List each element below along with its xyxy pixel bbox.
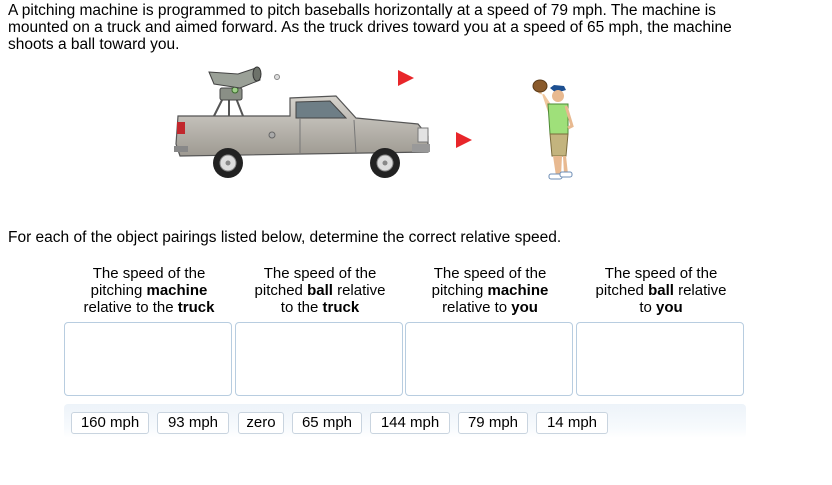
catcher-person-icon [533, 80, 572, 179]
drop-zone-machine-you[interactable] [405, 322, 573, 396]
header-text: pitching [90, 282, 147, 299]
header-bold-text: ball [307, 282, 333, 299]
column-header-machine-you [405, 265, 575, 316]
header-bold-text: you [511, 299, 538, 316]
column-header-machine-truck [64, 265, 234, 316]
header-line [64, 299, 234, 316]
header-bold-text: truck [177, 299, 215, 316]
baseball-icon [275, 75, 280, 80]
header-bold-text: you [656, 299, 683, 316]
answer-chip[interactable]: 65 mph [292, 412, 362, 434]
header-text: pitched [595, 282, 649, 299]
header-line [405, 282, 575, 299]
wheel-icon [370, 148, 400, 178]
answer-chip[interactable]: 93 mph [157, 412, 229, 434]
header-line [405, 299, 575, 316]
answer-chip[interactable]: 79 mph [458, 412, 528, 434]
drop-zone-machine-truck[interactable] [64, 322, 232, 396]
header-line [576, 299, 746, 316]
answer-chip[interactable]: zero [238, 412, 284, 434]
answer-tray [64, 404, 746, 438]
header-bold-text: machine [146, 282, 208, 299]
answer-chip[interactable]: 14 mph [536, 412, 608, 434]
header-text: pitching [431, 282, 488, 299]
header-bold-text: truck [322, 299, 360, 316]
header-line [576, 282, 746, 299]
column-headers [64, 265, 746, 319]
drop-zone-ball-truck[interactable] [235, 322, 403, 396]
header-text: relative [332, 282, 386, 299]
problem-line: mounted on a truck and aimed forward. As the truck drives toward you at a speed of 65 mph, the machine [8, 19, 732, 36]
header-line: The speed of the [263, 265, 377, 282]
truck-scene-illustration [0, 60, 832, 190]
header-line [64, 282, 234, 299]
wheel-icon [213, 148, 243, 178]
header-line: The speed of the [433, 265, 547, 282]
answer-chip[interactable]: 144 mph [370, 412, 450, 434]
problem-line: shoots a ball toward you. [8, 36, 180, 53]
header-text: to [639, 299, 656, 316]
header-text: to the [280, 299, 323, 316]
header-bold-text: ball [648, 282, 674, 299]
header-text: relative to the [83, 299, 178, 316]
header-text: relative [673, 282, 727, 299]
header-line: The speed of the [92, 265, 206, 282]
answer-chip[interactable]: 160 mph [71, 412, 149, 434]
header-bold-text: machine [487, 282, 549, 299]
header-text: pitched [254, 282, 308, 299]
instruction-text: For each of the object pairings listed below, determine the correct relative speed. [8, 229, 562, 246]
header-line: The speed of the [604, 265, 718, 282]
drop-zone-ball-you[interactable] [576, 322, 744, 396]
problem-statement [8, 2, 824, 53]
header-line [235, 282, 405, 299]
pitching-machine-icon [209, 67, 261, 116]
header-line [235, 299, 405, 316]
problem-line: A pitching machine is programmed to pitch baseballs horizontally at a speed of 79 mph. The machine is [8, 2, 716, 19]
column-header-ball-you [576, 265, 746, 316]
pickup-truck-icon [174, 96, 430, 178]
column-header-ball-truck [235, 265, 405, 316]
header-text: relative to [442, 299, 512, 316]
